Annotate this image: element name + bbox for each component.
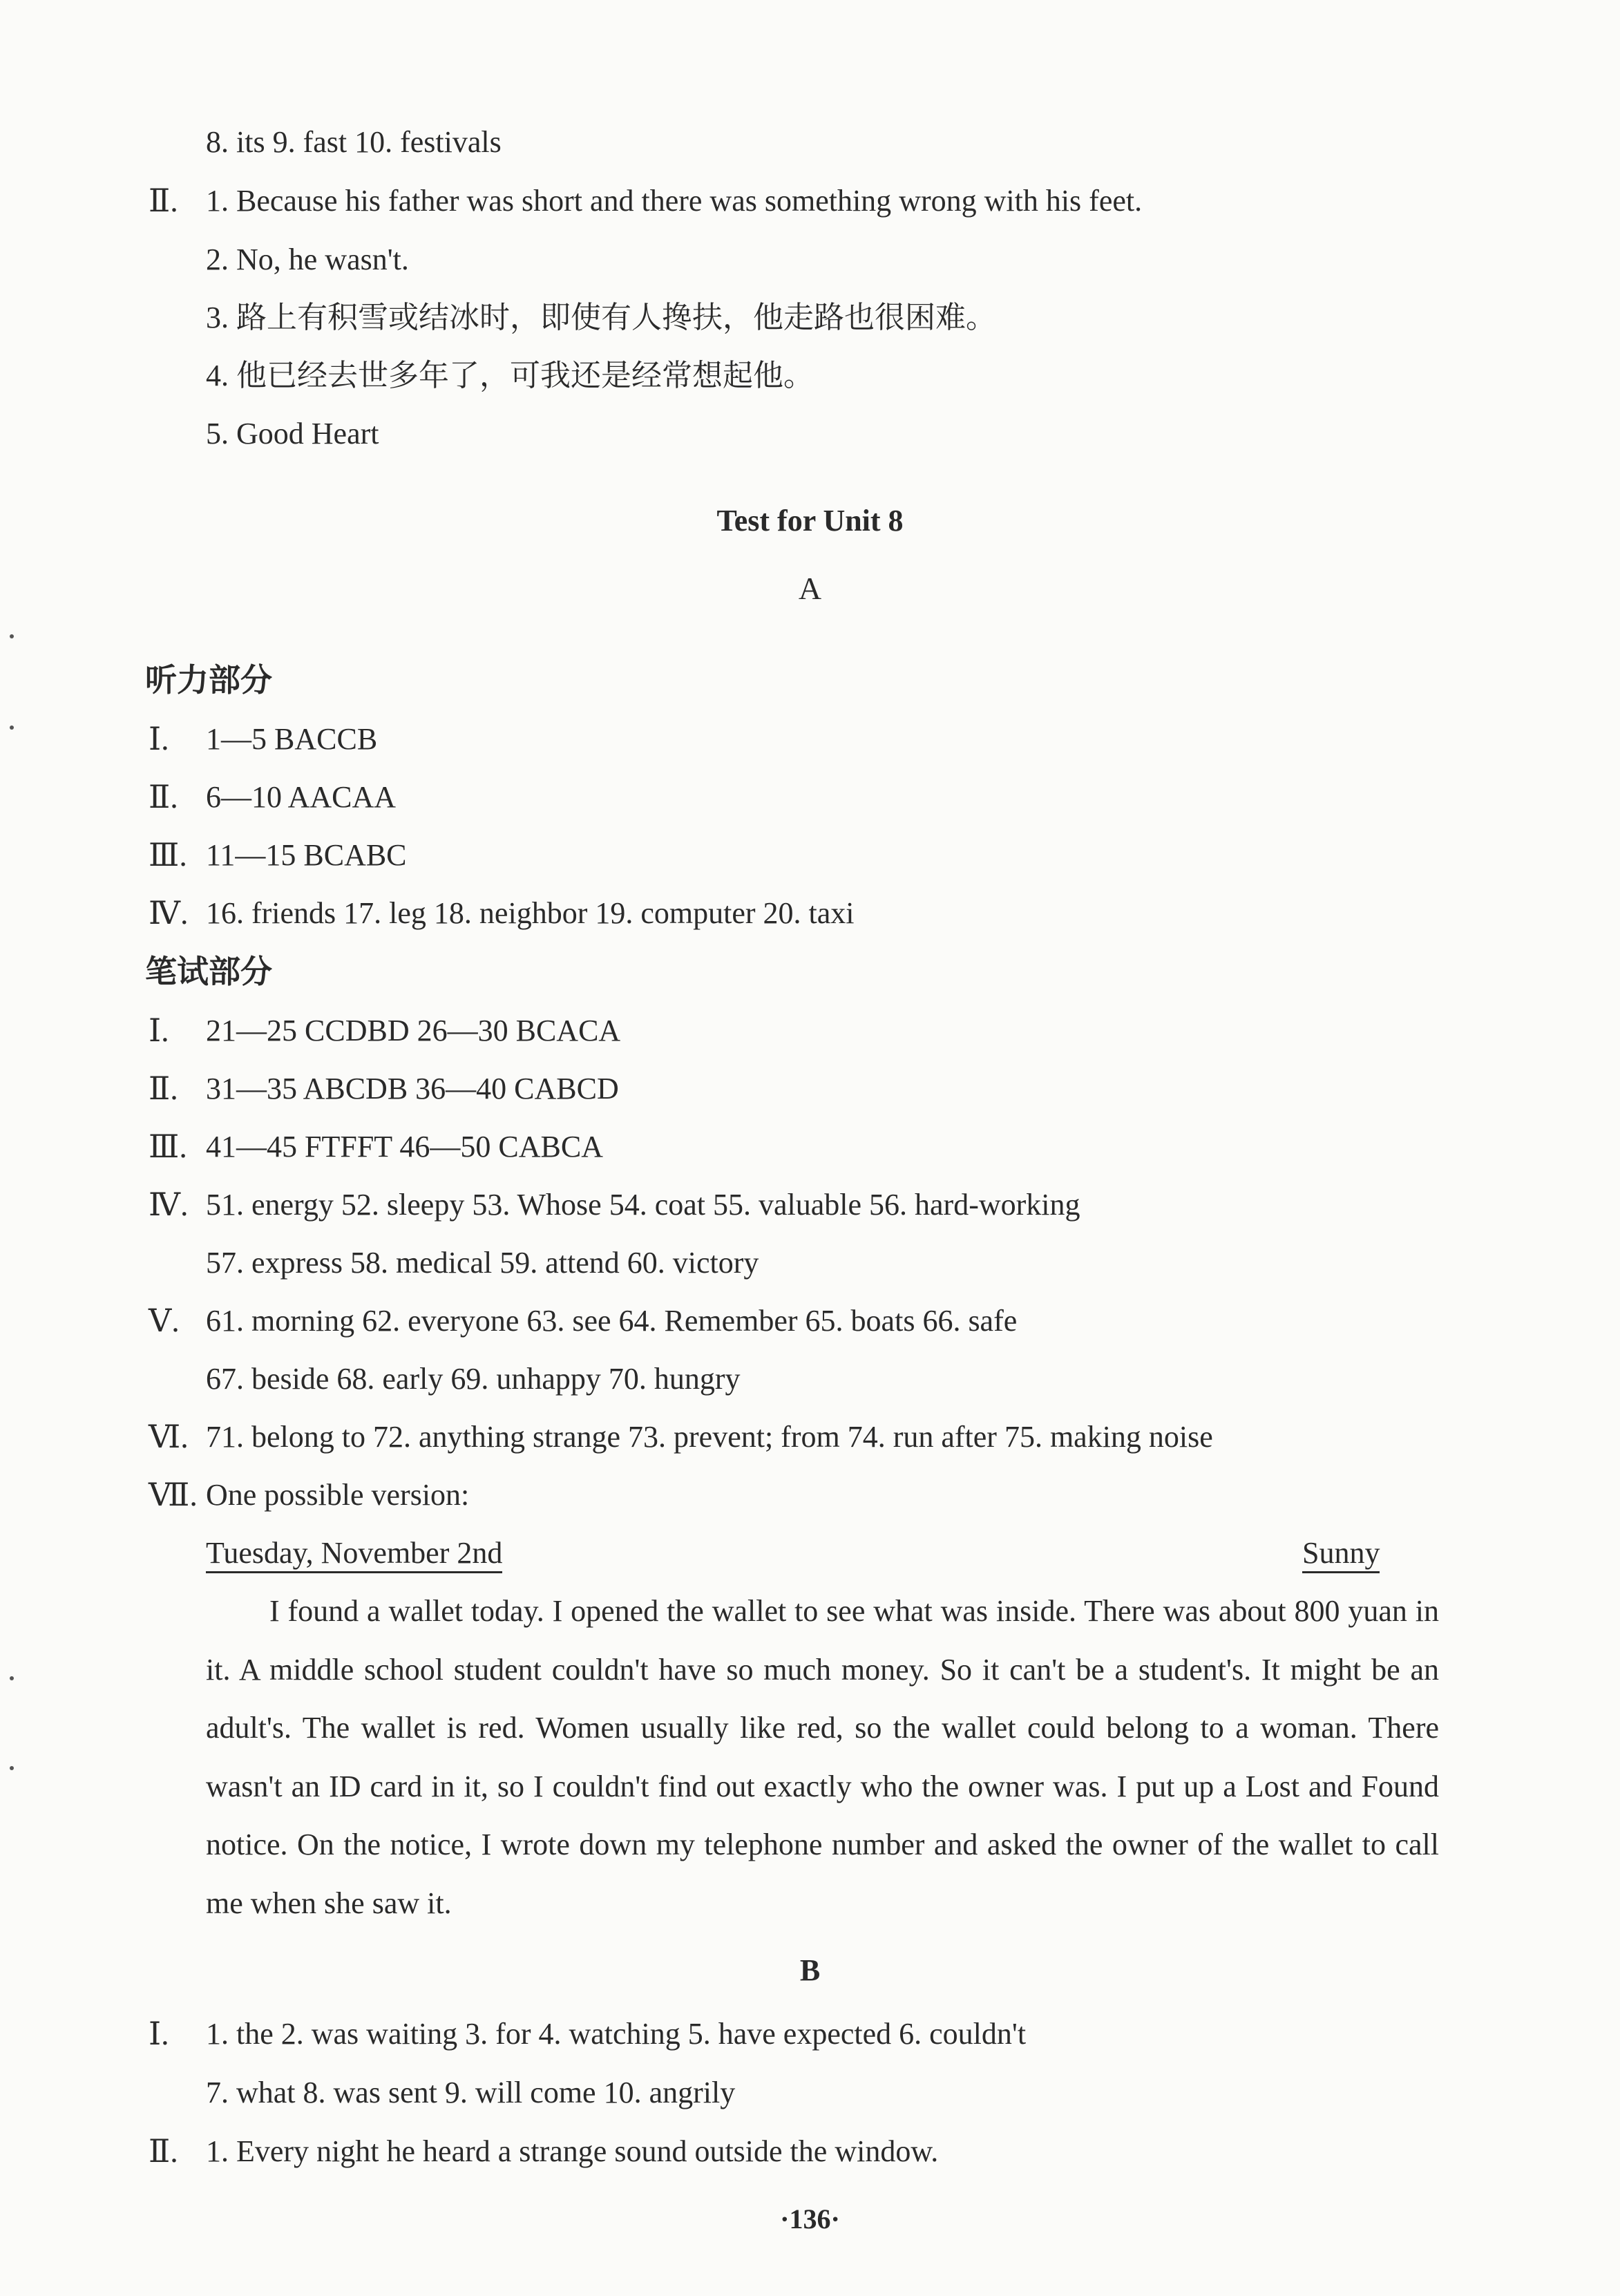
margin-speck — [10, 634, 14, 638]
part-b-label: B — [799, 1953, 821, 1987]
section-roman: Ⅱ. — [149, 779, 178, 815]
section-roman: Ⅴ. — [149, 1303, 180, 1338]
section-roman: Ⅰ. — [149, 721, 169, 757]
answer-row: 7. what 8. was sent 9. will come 10. angrily — [206, 2076, 736, 2109]
section-roman: Ⅲ. — [149, 1129, 187, 1164]
answer-row: 1. the 2. was waiting 3. for 4. watching 5. have expected 6. couldn't — [206, 2017, 1027, 2051]
answer-item: 3. 路上有积雪或结冰时，即使有人搀扶，他走路也很困难。 — [206, 301, 996, 334]
answer-row: 1. Every night he heard a strange sound outside the window. — [206, 2134, 939, 2168]
test-title: Test for Unit 8 — [716, 504, 904, 538]
answer-item: 1. Because his father was short and there was something wrong with his feet. — [206, 184, 1143, 218]
section-roman: Ⅲ. — [149, 837, 187, 873]
answer-row: 6—10 AACAA — [206, 780, 397, 814]
diary-date-text: Tuesday, November 2nd — [206, 1536, 502, 1573]
page-number: ·136· — [780, 2203, 840, 2235]
section-roman: Ⅰ. — [149, 2016, 169, 2051]
diary-weather-text: Sunny — [1302, 1536, 1380, 1573]
section-roman: Ⅳ. — [149, 895, 189, 931]
answer-row: 16. friends 17. leg 18. neighbor 19. computer 20. taxi — [206, 896, 855, 930]
section-roman: Ⅶ. — [149, 1477, 198, 1512]
answer-item: 4. 他已经去世多年了，可我还是经常想起他。 — [206, 359, 814, 392]
margin-speck — [10, 1676, 14, 1680]
answers-8-10: 8. its 9. fast 10. festivals — [206, 125, 502, 159]
part-a-label: A — [798, 571, 822, 606]
writing-heading: 笔试部分 — [145, 953, 272, 990]
answer-row: 57. express 58. medical 59. attend 60. victory — [206, 1246, 759, 1280]
section-roman: Ⅵ. — [149, 1419, 189, 1454]
answer-row: 51. energy 52. sleepy 53. Whose 54. coat 55. valuable 56. hard-working — [206, 1188, 1080, 1222]
answer-row: 21—25 CCDBD 26—30 BCACA — [206, 1014, 621, 1047]
answer-item: 2. No, he wasn't. — [206, 243, 409, 276]
diary-date — [206, 1535, 502, 1571]
answer-row: 67. beside 68. early 69. unhappy 70. hungry — [206, 1362, 741, 1396]
answer-row: 61. morning 62. everyone 63. see 64. Remember 65. boats 66. safe — [206, 1304, 1018, 1338]
diary-paragraph — [206, 1582, 1439, 1933]
answer-row: One possible version: — [206, 1478, 470, 1512]
answer-row: 71. belong to 72. anything strange 73. prevent; from 74. run after 75. making noise — [206, 1420, 1213, 1454]
answer-item: 5. Good Heart — [206, 417, 379, 450]
answer-row: 11—15 BCABC — [206, 838, 407, 872]
margin-speck — [10, 725, 14, 730]
section-roman: Ⅱ. — [149, 1071, 178, 1106]
listening-heading: 听力部分 — [145, 661, 272, 699]
section-roman-ii: Ⅱ. — [149, 183, 178, 218]
answer-row: 41—45 FTFFT 46—50 CABCA — [206, 1130, 603, 1164]
diary-body: I found a wallet today. I opened the wallet to see what was inside. There was about 800 yuan in it. A middle school student couldn't have so much money. So it can't be a student's. It might be an adult's. The wallet is red. Women usually like red, so the wallet could belong to a woman. There wasn't an ID card in it, so I couldn't find out exactly who the owner was. I put up a Lost and Found notice. On the notice, I wrote down my telephone number and asked the owner of the wallet to call me when she saw it. — [206, 1594, 1439, 1920]
answer-row: 1—5 BACCB — [206, 722, 378, 756]
diary-weather — [1302, 1535, 1380, 1571]
section-roman: Ⅱ. — [149, 2134, 178, 2169]
section-roman: Ⅳ. — [149, 1187, 189, 1222]
answer-row: 31—35 ABCDB 36—40 CABCD — [206, 1072, 619, 1106]
section-roman: Ⅰ. — [149, 1013, 169, 1048]
margin-speck — [10, 1766, 14, 1770]
